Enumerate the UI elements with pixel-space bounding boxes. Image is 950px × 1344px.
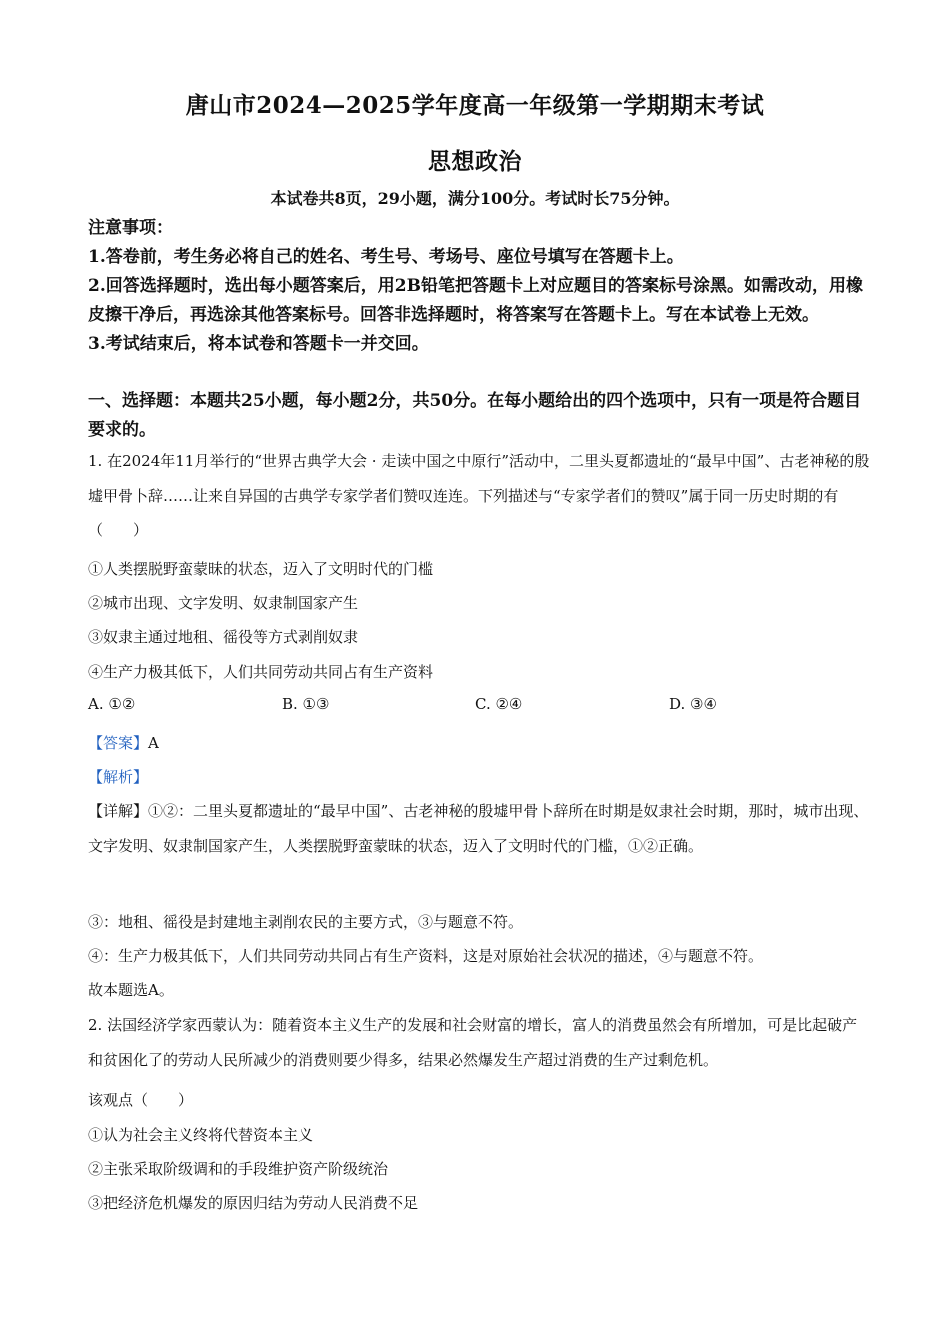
detail-text: ①②：二里头夏都遗址的“最早中国”、古老神秘的殷墟甲骨卜辞所在时期是奴隶社会时期，那时，城市出现、文字发明、奴隶制国家产生，人类摆脱野蛮蒙昧的状态，迈入了文明时代的门槛，①②正确。 — [88, 802, 869, 855]
answer-label: 【答案】 — [88, 734, 149, 752]
question-2-option: ①认为社会主义终将代替资本主义 — [88, 1126, 314, 1144]
question-2-option: ③把经济危机爆发的原因归结为劳动人民消费不足 — [88, 1194, 419, 1212]
question-1-option: ①人类摆脱野蛮蒙昧的状态，迈入了文明时代的门槛 — [88, 560, 434, 578]
notice-item: 3.考试结束后，将本试卷和答题卡一并交回。 — [88, 334, 429, 354]
section-heading: 一、选择题：本题共25小题，每小题2分，共50分。在每小题给出的四个选项中，只有一项是符合题目要求的。 — [88, 391, 862, 440]
choice-c: C. ②④ — [475, 695, 523, 713]
answer-value: A — [148, 734, 159, 752]
notice-item: 1.答卷前，考生务必将自己的姓名、考生号、考场号、座位号填写在答题卡上。 — [88, 247, 684, 267]
detail-label: 【详解】 — [88, 802, 149, 820]
choice-d: D. ③④ — [669, 695, 717, 713]
analysis-label: 【解析】 — [88, 768, 149, 786]
question-1-option: ④生产力极其低下，人们共同劳动共同占有生产资料 — [88, 663, 434, 681]
exam-title: 唐山市2024—2025学年度高一年级第一学期期末考试 — [185, 92, 765, 119]
exam-info: 本试卷共8页，29小题，满分100分。考试时长75分钟。 — [270, 189, 680, 208]
detail-3: ③：地租、徭役是封建地主剥削农民的主要方式，③与题意不符。 — [88, 913, 524, 931]
question-2-stem: 2. 法国经济学家西蒙认为：随着资本主义生产的发展和社会财富的增长，富人的消费虽然会有所增加，可是比起破产和贫困化了的劳动人民所减少的消费则要少得多，结果必然爆发生产超过消费的生产过剩危机。 — [88, 1016, 858, 1069]
notice-item: 2.回答选择题时，选出每小题答案后，用2B铅笔把答题卡上对应题目的答案标号涂黑。如需改动，用橡皮擦干净后，再选涂其他答案标号。回答非选择题时，将答案写在答题卡上。写在本试卷上无效。 — [88, 276, 863, 325]
detail-paragraph — [88, 794, 870, 863]
notice-heading: 注意事项： — [88, 218, 173, 238]
detail-4: ④：生产力极其低下，人们共同劳动共同占有生产资料，这是对原始社会状况的描述，④与题意不符。 — [88, 947, 764, 965]
analysis-row — [88, 766, 148, 787]
question-1-option: ②城市出现、文字发明、奴隶制国家产生 — [88, 594, 359, 612]
notice-block — [88, 214, 868, 359]
question-1-option: ③奴隶主通过地租、徭役等方式剥削奴隶 — [88, 628, 359, 646]
conclusion: 故本题选A。 — [88, 981, 174, 999]
question-2-stem-end: 该观点（ ） — [88, 1091, 194, 1109]
question-2-option: ②主张采取阶级调和的手段维护资产阶级统治 — [88, 1160, 389, 1178]
choice-b: B. ①③ — [282, 695, 330, 713]
question-1-stem: 1. 在2024年11月举行的“世界古典学大会 · 走读中国之中原行”活动中，二里头夏都遗址的“最早中国”、古老神秘的殷墟甲骨卜辞……让来自异国的古典学专家学者们赞叹连连。下列描述与“专家学者们的赞叹”属于同一历史时期的有（ ） — [88, 452, 870, 539]
question-1-choices — [88, 695, 870, 719]
answer-row — [88, 732, 159, 753]
subject-title: 思想政治 — [428, 148, 522, 175]
choice-a: A. ①② — [88, 695, 136, 713]
